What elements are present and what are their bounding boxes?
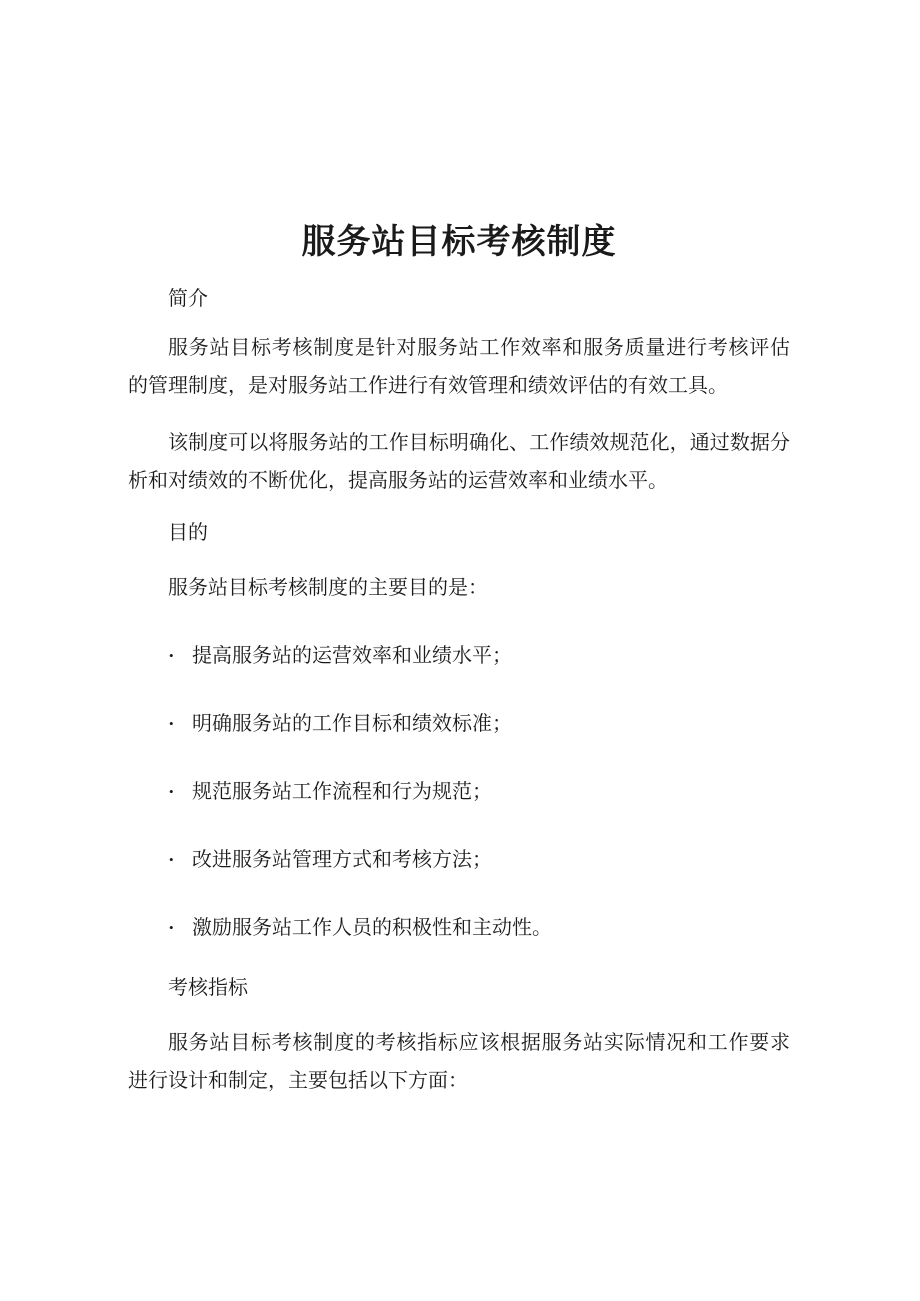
bullet-dot-icon: • xyxy=(169,920,174,935)
paragraph-line: 服务站目标考核制度是针对服务站工作效率和服务质量进行考核评估 xyxy=(168,337,790,359)
section-heading-indicators: 考核指标 xyxy=(168,977,248,999)
bullet-text: 改进服务站管理方式和考核方法； xyxy=(192,849,492,871)
bullet-text: 规范服务站工作流程和行为规范； xyxy=(192,781,492,803)
document-content xyxy=(128,220,790,1100)
paragraph-line: 进行设计和制定，主要包括以下方面： xyxy=(128,1070,468,1092)
section-heading-intro: 简介 xyxy=(168,288,208,310)
intro-paragraph-2 xyxy=(128,424,790,500)
bullet-item xyxy=(128,705,790,743)
bullet-dot-icon: • xyxy=(169,852,174,867)
bullet-text: 明确服务站的工作目标和绩效标准； xyxy=(192,713,512,735)
document-title: 服务站目标考核制度 xyxy=(301,222,617,262)
section-heading-purpose: 目的 xyxy=(168,522,208,544)
paragraph-line: 该制度可以将服务站的工作目标明确化、工作绩效规范化，通过数据分 xyxy=(168,432,790,454)
bullet-dot-icon: • xyxy=(169,784,174,799)
bullet-text: 激励服务站工作人员的积极性和主动性。 xyxy=(192,917,552,939)
paragraph-line: 服务站目标考核制度的考核指标应该根据服务站实际情况和工作要求 xyxy=(168,1032,790,1054)
purpose-lead-paragraph xyxy=(128,569,790,607)
paragraph-line: 析和对绩效的不断优化，提高服务站的运营效率和业绩水平。 xyxy=(128,470,668,492)
paragraph-line: 的管理制度，是对服务站工作进行有效管理和绩效评估的有效工具。 xyxy=(128,375,728,397)
indicators-paragraph xyxy=(128,1024,790,1100)
paragraph-line: 服务站目标考核制度的主要目的是： xyxy=(168,577,488,599)
purpose-bullet-list xyxy=(128,637,790,947)
intro-paragraph-1 xyxy=(128,329,790,405)
bullet-text: 提高服务站的运营效率和业绩水平； xyxy=(192,645,512,667)
bullet-item xyxy=(128,773,790,811)
bullet-item xyxy=(128,637,790,675)
bullet-item xyxy=(128,841,790,879)
bullet-item xyxy=(128,909,790,947)
bullet-dot-icon: • xyxy=(169,716,174,731)
bullet-dot-icon: • xyxy=(169,648,174,663)
